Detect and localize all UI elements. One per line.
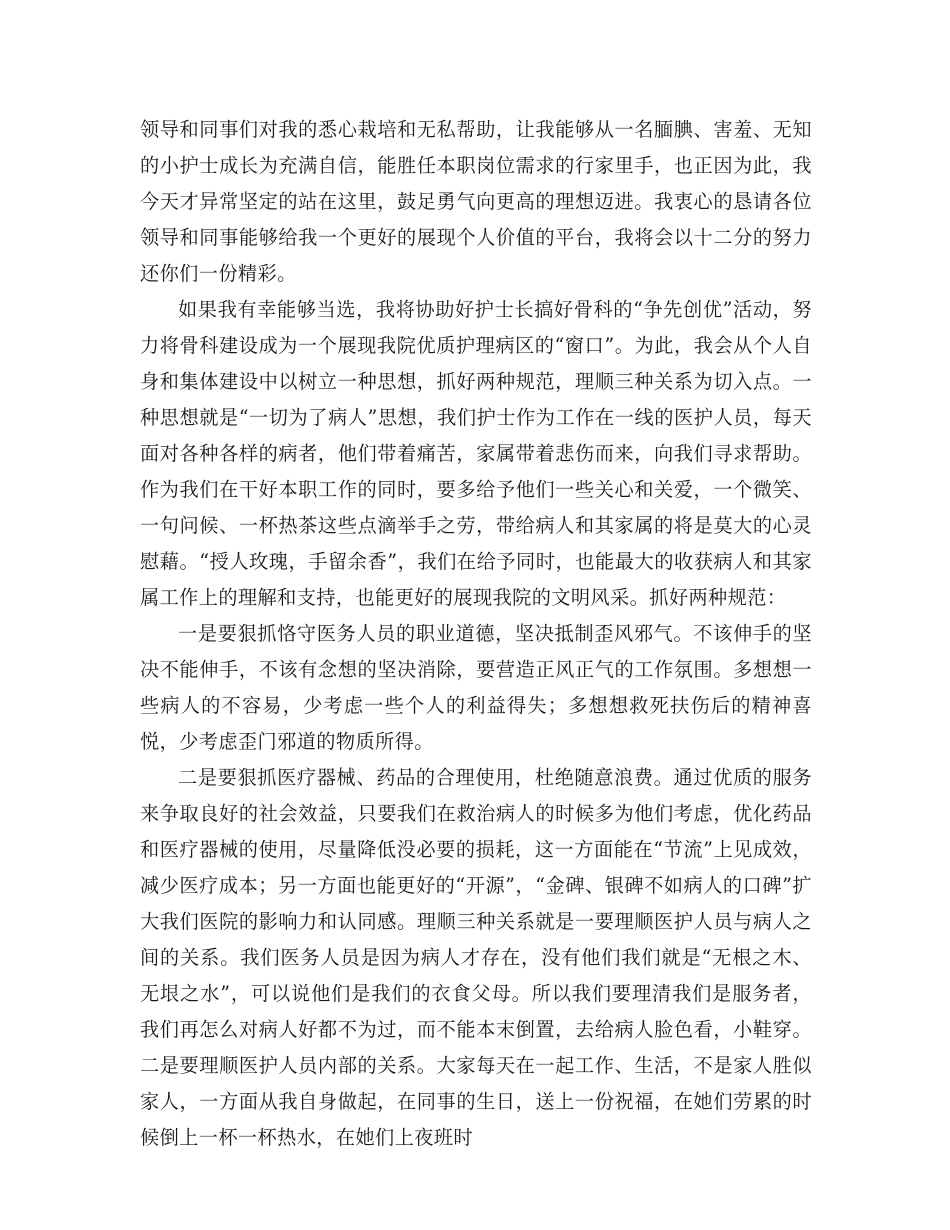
paragraph-1: 领导和同事们对我的悉心栽培和无私帮助，让我能够从一名腼腆、害羞、无知的小护士成长为充满自信，能胜任本职岗位需求的行家里手，也正因为此，我今天才异常坚定的站在这里，鼓足勇气向更高的理想迈进。我衷心的恳请各位领导和同事能够给我一个更好的展现个人价值的平台，我将会以十二分的努力还你们一份精彩。 [140, 118, 812, 285]
paragraph-4: 二是要狠抓医疗器械、药品的合理使用，杜绝随意浪费。通过优质的服务来争取良好的社会效益，只要我们在救治病人的时候多为他们考虑，优化药品和医疗器械的使用，尽量降低没必要的损耗，这一方面能在“节流”上见成效，减少医疗成本；另一方面也能更好的“开源”，“金碑、银碑不如病人的口碑”扩大我们医院的影响力和认同感。理顺三种关系就是一要理顺医护人员与病人之间的关系。我们医务人员是因为病人才存在，没有他们我们就是“无根之木、无垠之水”，可以说他们是我们的衣食父母。所以我们要理清我们是服务者，我们再怎么对病人好都不为过，而不能本末倒置，去给病人脸色看，小鞋穿。二是要理顺医护人员内部的关系。大家每天在一起工作、生活，不是家人胜似家人，一方面从我自身做起，在同事的生日，送上一份祝福，在她们劳累的时候倒上一杯一杯热水，在她们上夜班时 [140, 766, 812, 1149]
paragraph-3: 一是要狠抓恪守医务人员的职业道德，坚决抵制歪风邪气。不该伸手的坚决不能伸手，不该有念想的坚决消除，要营造正风正气的工作氛围。多想想一些病人的不容易，少考虑一些个人的利益得失；多想想救死扶伤后的精神喜悦，少考虑歪门邪道的物质所得。 [140, 622, 812, 753]
document-page [140, 112, 812, 1156]
paragraph-2: 如果我有幸能够当选，我将协助好护士长搞好骨科的“争先创优”活动，努力将骨科建设成为一个展现我院优质护理病区的“窗口”。为此，我会从个人自身和集体建设中以树立一种思想，抓好两种规范，理顺三种关系为切入点。一种思想就是“一切为了病人”思想，我们护士作为工作在一线的医护人员，每天面对各种各样的病者，他们带着痛苦，家属带着悲伤而来，向我们寻求帮助。作为我们在干好本职工作的同时，要多给予他们一些关心和关爱，一个微笑、一句问候、一杯热茶这些点滴举手之劳，带给病人和其家属的将是莫大的心灵慰藉。“授人玫瑰，手留余香”，我们在给予同时，也能最大的收获病人和其家属工作上的理解和支持，也能更好的展现我院的文明风采。抓好两种规范： [140, 298, 812, 609]
